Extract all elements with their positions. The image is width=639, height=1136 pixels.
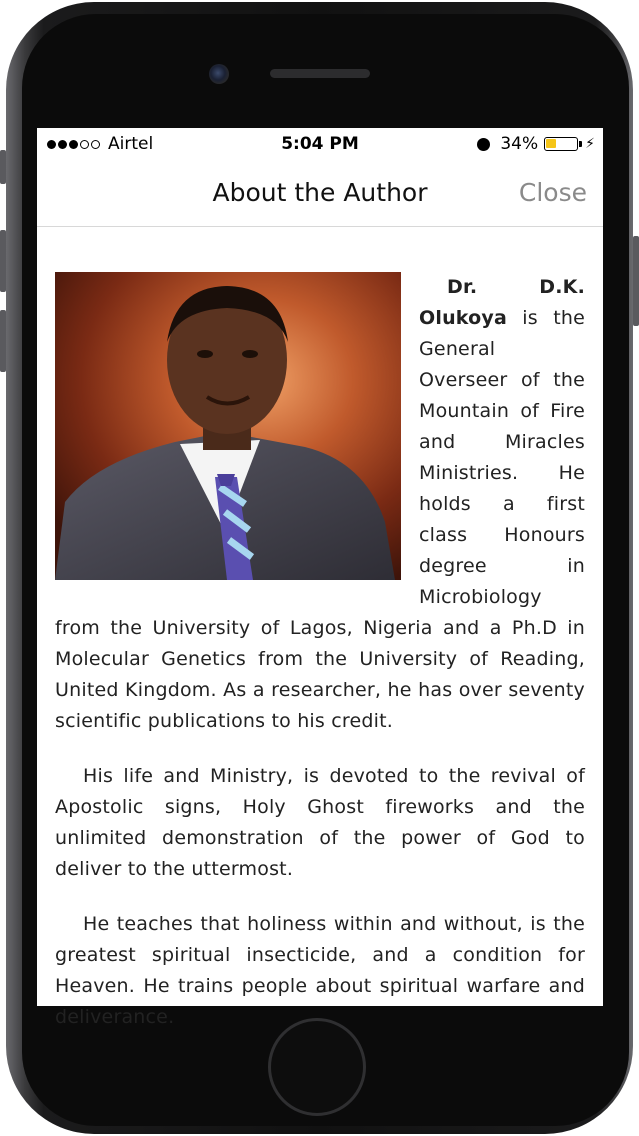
app-screen [37,128,603,1028]
front-camera [209,64,229,84]
paragraph-1: is the General Overseer of the Mountain of Fire and Miracles Ministries. He holds a first class Honours degree in Microbiology from the University of Lagos, Nigeria and a Ph.D in Molecular Genetics from the University of Reading, United Kingdom. As a researcher, he has over seventy scientific publications to his credit. [55,307,585,732]
status-time: 5:04 PM [281,134,359,154]
author-name: Dr. D.K. Olukoya [419,276,585,329]
earpiece-speaker [270,69,370,78]
close-button[interactable]: Close [518,178,587,207]
power-button [633,236,639,326]
article-content [55,272,585,1057]
carrier-name: Airtel [108,134,154,154]
status-right [477,134,595,154]
alarm-clock-icon [477,138,490,151]
paragraph-3: He teaches that holiness within and without, is the greatest spiritual insecticide, and a condition for Heaven. He trains people about spiritual warfare and deliverance. [55,913,585,1028]
charging-bolt-icon: ⚡ [585,136,595,152]
battery-percent: 34% [500,134,539,154]
nav-bar [37,160,603,227]
status-bar [37,128,603,160]
author-photo [55,272,401,580]
paragraph-2: His life and Ministry, is devoted to the revival of Apostolic signs, Holy Ghost fireworks and the unlimited demonstration of the power of God to deliver to the uttermost. [55,765,585,880]
battery-fill [546,139,556,148]
battery-icon [544,137,578,151]
page-title: About the Author [212,178,428,207]
